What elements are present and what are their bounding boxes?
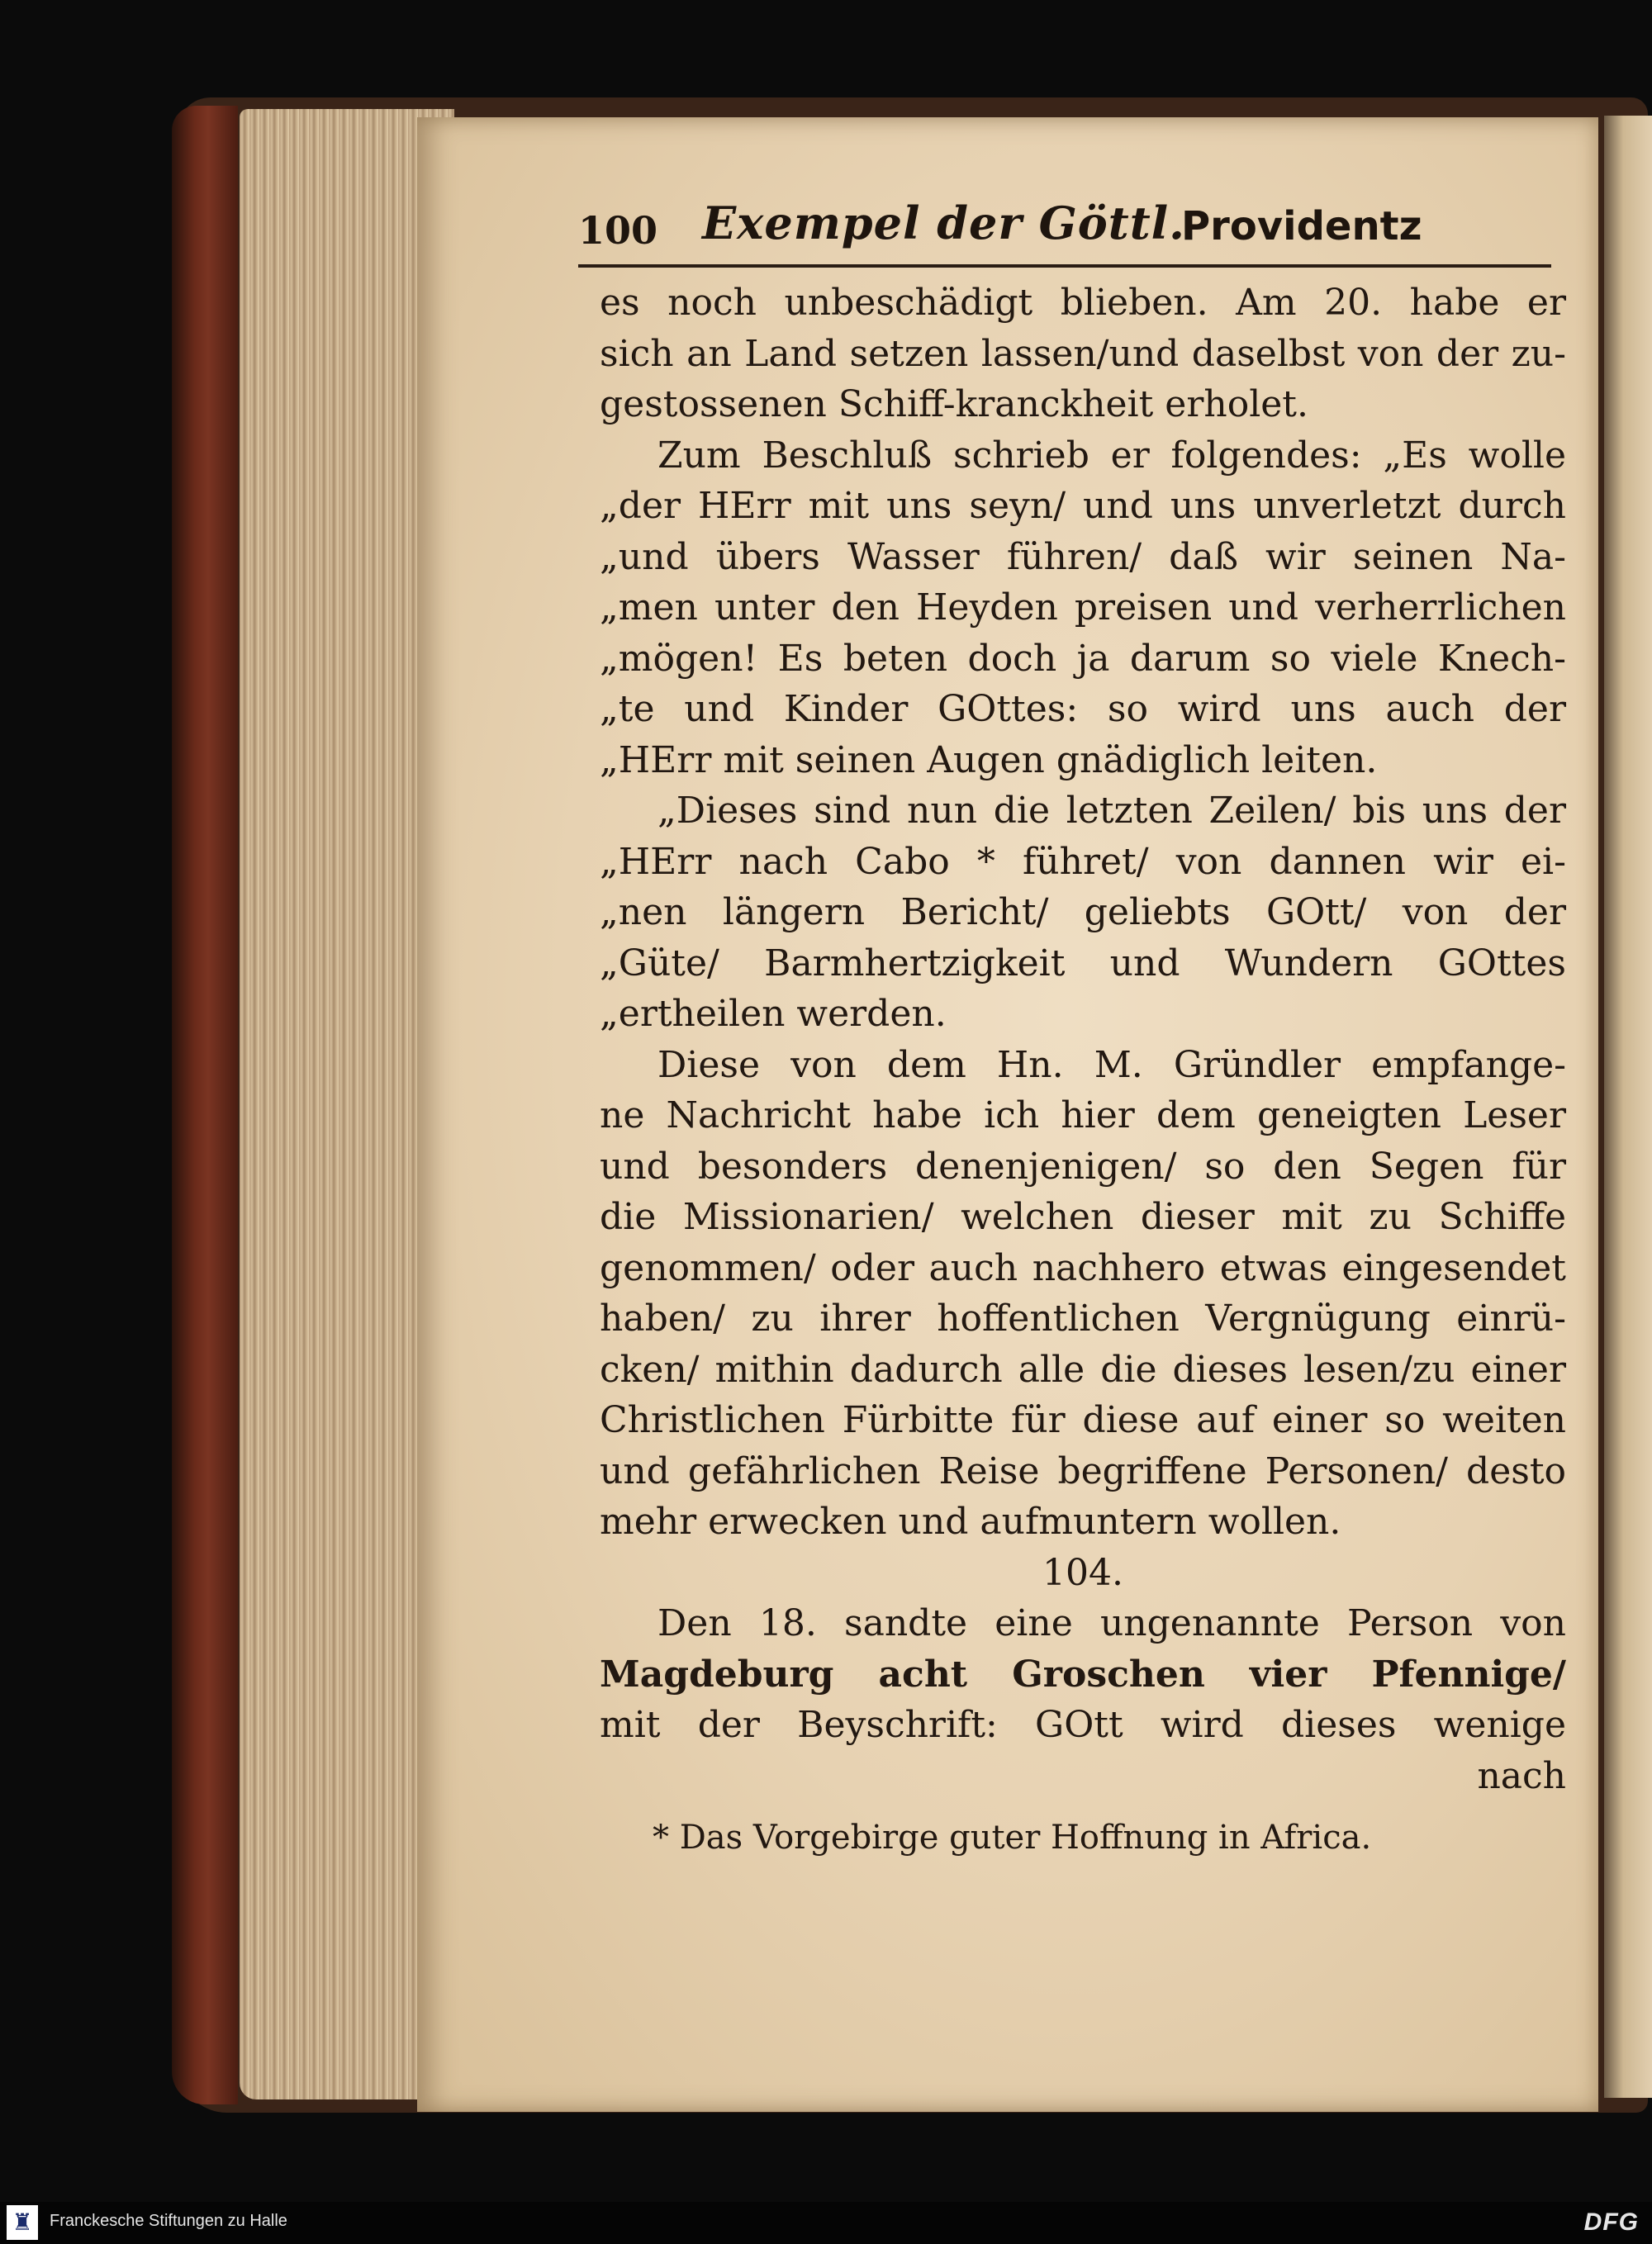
text-line: Zum Beschluß schrieb er folgendes: „Es wolle <box>657 434 1566 477</box>
text-line: und gefährlichen Reise begriffene Personen/ desto <box>600 1449 1566 1492</box>
text-line: „HErr mit seinen Augen gnädiglich leiten. <box>600 738 1378 781</box>
text-line: „te und Kinder GOttes: so wird uns auch der <box>600 688 1566 730</box>
text-line: Magdeburg acht Groschen vier Pfennige/ <box>600 1653 1566 1696</box>
text-line: „mögen! Es beten doch ja darum so viele Knech- <box>600 637 1566 680</box>
text-line: Christlichen Fürbitte für diese auf einer so weiten <box>600 1399 1566 1441</box>
text-line: genommen/ oder auch nachhero etwas eingesendet <box>600 1246 1566 1289</box>
header-rule <box>578 264 1551 268</box>
running-header <box>578 192 1551 266</box>
text-line: Diese von dem Hn. M. Gründler empfange- <box>657 1043 1566 1086</box>
catchword: nach <box>1477 1754 1566 1797</box>
text-line: ne Nachricht habe ich hier dem geneigten Leser <box>600 1094 1566 1136</box>
entry-number: 104. <box>1042 1551 1123 1594</box>
text-line: gestossenen Schiff-kranckheit erholet. <box>600 383 1308 425</box>
page-number: 100 <box>578 208 658 253</box>
text-line: haben/ zu ihrer hoffentlichen Vergnügung einrü- <box>600 1298 1566 1340</box>
text-line: „der HErr mit uns seyn/ und uns unverletzt durch <box>600 485 1566 527</box>
text-line: „HErr nach Cabo * führet/ von dannen wir ei- <box>600 840 1566 883</box>
text-line: cken/ mithin dadurch alle die dieses lesen/zu einer <box>600 1348 1566 1391</box>
book-spine <box>172 106 238 2104</box>
running-title: Exempel der Göttl. <box>702 197 1185 249</box>
library-logo-icon: ♜ <box>7 2205 38 2240</box>
dfg-logo: DFG <box>1583 2208 1639 2236</box>
text-line: die Missionarien/ welchen dieser mit zu Schiffe <box>600 1196 1566 1238</box>
facing-page-edge <box>1604 116 1652 2098</box>
text-line: sich an Land setzen lassen/und daselbst von der zu- <box>600 332 1566 375</box>
text-line: „Güte/ Barmhertzigkeit und Wundern GOttes <box>600 942 1566 984</box>
text-line: „nen längern Bericht/ geliebts GOtt/ von der <box>600 891 1566 933</box>
viewer-footer <box>0 2202 1652 2244</box>
text-line: „Dieses sind nun die letzten Zeilen/ bis uns der <box>657 790 1566 832</box>
library-name: Franckesche Stiftungen zu Halle <box>50 2212 287 2230</box>
footnote: * Das Vorgebirge guter Hoffnung in Africa. <box>653 1819 1372 1857</box>
text-line: und besonders denenjenigen/ so den Segen für <box>600 1145 1566 1188</box>
text-line: „ertheilen werden. <box>600 993 947 1035</box>
page-text <box>600 278 1566 1864</box>
text-line: mehr erwecken und aufmuntern wollen. <box>600 1501 1341 1543</box>
text-line: es noch unbeschädigt blieben. Am 20. habe er <box>600 282 1566 324</box>
text-line: „men unter den Heyden preisen und verherrlichen <box>600 586 1566 629</box>
running-title-roman: Providentz <box>1181 203 1422 249</box>
text-line: „und übers Wasser führen/ daß wir seinen Na- <box>600 535 1566 578</box>
text-line: mit der Beyschrift: GOtt wird dieses wenige <box>600 1704 1566 1746</box>
text-line: Den 18. sandte eine ungenannte Person von <box>657 1602 1566 1644</box>
